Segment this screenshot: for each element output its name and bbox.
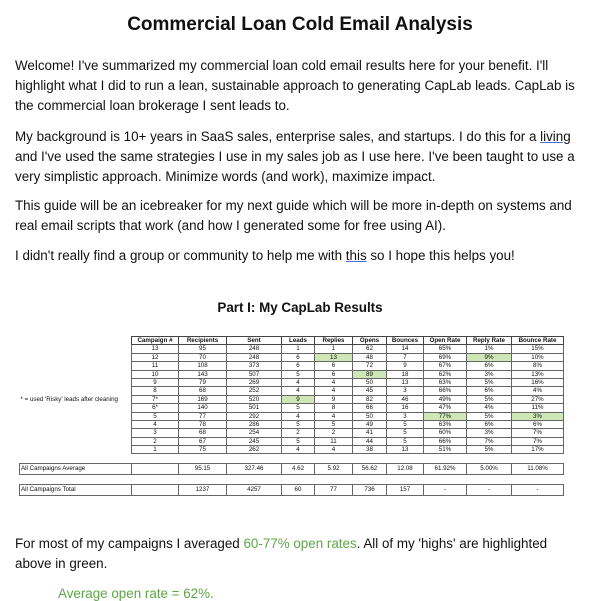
table-cell: 50 xyxy=(353,412,387,420)
table-row xyxy=(20,446,564,454)
table-cell: 5 xyxy=(282,420,315,428)
page-title: Commercial Loan Cold Email Analysis xyxy=(127,14,473,35)
table-cell: 63% xyxy=(424,378,467,386)
row-label xyxy=(20,353,132,361)
this-word: this xyxy=(345,248,367,263)
table-cell: 4 xyxy=(282,412,315,420)
table-cell: 79 xyxy=(179,378,227,386)
table-cell: 77 xyxy=(315,484,353,495)
table-cell: 6 xyxy=(282,353,315,361)
table-cell: 5% xyxy=(467,412,512,420)
row-label xyxy=(20,446,132,454)
intro-paragraph-3: This guide will be an icebreaker for my next guide which will be more in-depth on systems and real email scripts that work (and how I generated some for free using AI). xyxy=(15,198,572,233)
table-cell xyxy=(132,463,179,474)
table-cell: 1 xyxy=(282,345,315,353)
row-label xyxy=(20,429,132,437)
table-cell: 7% xyxy=(512,437,564,445)
table-cell: 11 xyxy=(132,362,179,370)
table-cell: 2 xyxy=(282,429,315,437)
table-cell: 254 xyxy=(227,429,282,437)
table-cell: 248 xyxy=(227,353,282,361)
p2-text-before: My background is 10+ years in SaaS sales, enterprise sales, and startups. I do this for a xyxy=(15,129,541,144)
row-label xyxy=(20,345,132,353)
table-cell: 13 xyxy=(315,353,353,361)
table-cell: 4257 xyxy=(227,484,282,495)
row-label xyxy=(20,378,132,386)
table-cell: 17% xyxy=(512,446,564,454)
table-row xyxy=(20,378,564,386)
table-cell: 46 xyxy=(387,395,424,403)
table-cell: 75 xyxy=(179,446,227,454)
table-cell: 49 xyxy=(353,420,387,428)
table-cell: 14 xyxy=(387,345,424,353)
table-cell: 169 xyxy=(179,395,227,403)
table-row xyxy=(20,362,564,370)
table-cell: 3% xyxy=(467,429,512,437)
table-cell: 48 xyxy=(353,353,387,361)
row-label xyxy=(20,370,132,378)
table-cell: 10 xyxy=(132,370,179,378)
table-cell: 89 xyxy=(353,370,387,378)
intro-paragraph-1: Welcome! I've summarized my commercial loan cold email results here for your benefit. I'll highlight what I did to run a lean, sustainable approach to generating CapLab leads. CapLab is the commercial loan brokerage I sent leads to. xyxy=(15,58,575,113)
header-blank xyxy=(20,337,132,345)
table-cell: 4 xyxy=(315,378,353,386)
table-cell: 45 xyxy=(353,387,387,395)
table-cell xyxy=(132,484,179,495)
table-cell: 12 xyxy=(132,353,179,361)
table-cell: 4% xyxy=(512,387,564,395)
table-cell: 7% xyxy=(512,429,564,437)
summary-highlight: 60-77% open rates xyxy=(243,536,357,551)
table-cell: 11% xyxy=(512,404,564,412)
table-cell: 3% xyxy=(512,412,564,420)
table-cell: 60 xyxy=(282,484,315,495)
table-cell: 8% xyxy=(512,362,564,370)
table-cell: 4 xyxy=(282,446,315,454)
table-cell: 56.62 xyxy=(353,463,387,474)
table-cell: 95.15 xyxy=(179,463,227,474)
row-label xyxy=(20,387,132,395)
living-word: living xyxy=(540,129,571,144)
table-cell: 4.62 xyxy=(282,463,315,474)
table-cell: 68 xyxy=(179,429,227,437)
table-row xyxy=(20,420,564,428)
table-cell: 5% xyxy=(467,395,512,403)
table-cell: 10% xyxy=(512,353,564,361)
table-cell: 41 xyxy=(353,429,387,437)
table-row xyxy=(20,370,564,378)
table-row xyxy=(20,387,564,395)
col-header: Campaign # xyxy=(132,337,179,345)
table-row xyxy=(20,353,564,361)
col-header: Recipients xyxy=(179,337,227,345)
table-cell: 157 xyxy=(387,484,424,495)
table-row xyxy=(20,412,564,420)
table-cell: 286 xyxy=(227,420,282,428)
table-cell: 1237 xyxy=(179,484,227,495)
table-cell: 78 xyxy=(179,420,227,428)
intro-paragraph-4 xyxy=(15,246,585,266)
table-cell: 143 xyxy=(179,370,227,378)
table-cell: 1 xyxy=(315,345,353,353)
table-cell: 6% xyxy=(467,362,512,370)
col-header: Bounce Rate xyxy=(512,337,564,345)
p4-text-after: so I hope this helps you! xyxy=(366,248,515,263)
risky-note: * = used 'Risky' leads after cleaning xyxy=(20,395,118,403)
table-cell: 70 xyxy=(179,353,227,361)
table-cell: 62% xyxy=(424,370,467,378)
table-cell: 1 xyxy=(132,446,179,454)
table-cell: 5.92 xyxy=(315,463,353,474)
table-cell: 72 xyxy=(353,362,387,370)
table-cell: 9% xyxy=(467,353,512,361)
table-cell: 9 xyxy=(315,395,353,403)
table-cell: 327.46 xyxy=(227,463,282,474)
table-cell: 44 xyxy=(353,437,387,445)
table-cell: 7* xyxy=(132,395,179,403)
table-cell: 4 xyxy=(315,412,353,420)
table-cell: 501 xyxy=(227,404,282,412)
table-cell: 8 xyxy=(132,387,179,395)
col-header: Replies xyxy=(315,337,353,345)
table-cell: 77% xyxy=(424,412,467,420)
table-cell: 69% xyxy=(424,353,467,361)
table-cell: 61.92% xyxy=(424,463,467,474)
table-cell: 11 xyxy=(315,437,353,445)
table-cell: 6% xyxy=(512,420,564,428)
table-cell: 6 xyxy=(315,370,353,378)
table-cell: 245 xyxy=(227,437,282,445)
table-cell: 4% xyxy=(467,404,512,412)
table-cell: 6 xyxy=(282,362,315,370)
table-cell: 3 xyxy=(387,412,424,420)
table-row xyxy=(20,437,564,445)
table-cell: 4 xyxy=(282,378,315,386)
table-cell: 63% xyxy=(424,420,467,428)
table-cell: - xyxy=(424,484,467,495)
table-cell: - xyxy=(467,484,512,495)
table-cell: 13 xyxy=(387,446,424,454)
spacer-row xyxy=(20,474,564,484)
row-label xyxy=(20,412,132,420)
p2-text-after: and I've used the same strategies I use in my sales job as I use here. I've been taught to use a very simplistic approach. Minimize words (and work), maximize impact. xyxy=(15,149,575,184)
table-cell: 38 xyxy=(353,446,387,454)
table-cell: 27% xyxy=(512,395,564,403)
table-cell: 9 xyxy=(387,362,424,370)
table-cell: 5 xyxy=(132,412,179,420)
row-label xyxy=(20,404,132,412)
table-cell: 49% xyxy=(424,395,467,403)
table-cell: 51% xyxy=(424,446,467,454)
table-cell: 292 xyxy=(227,412,282,420)
table-cell: 3 xyxy=(387,387,424,395)
table-cell: 1% xyxy=(467,345,512,353)
table-cell: 5% xyxy=(467,378,512,386)
table-cell: 6% xyxy=(467,387,512,395)
spacer-row xyxy=(20,454,564,464)
table-cell: 5 xyxy=(282,437,315,445)
table-cell: 13% xyxy=(512,370,564,378)
table-cell: 5 xyxy=(387,437,424,445)
table-cell: 13 xyxy=(132,345,179,353)
table-cell: 16 xyxy=(387,404,424,412)
table-cell: 3% xyxy=(467,370,512,378)
table-cell: 507 xyxy=(227,370,282,378)
table-cell: 2 xyxy=(315,429,353,437)
table-cell: 47% xyxy=(424,404,467,412)
table-cell: 65% xyxy=(424,345,467,353)
col-header: Open Rate xyxy=(424,337,467,345)
table-cell: 6% xyxy=(467,420,512,428)
table-cell: 60% xyxy=(424,429,467,437)
table-row xyxy=(20,345,564,353)
table-cell: 3 xyxy=(132,429,179,437)
table-cell: 66% xyxy=(424,387,467,395)
table-cell: 82 xyxy=(353,395,387,403)
table-cell: 18 xyxy=(387,370,424,378)
table-cell: 5.00% xyxy=(467,463,512,474)
table-cell: 5 xyxy=(387,420,424,428)
row-label xyxy=(20,420,132,428)
table-cell: 67% xyxy=(424,362,467,370)
results-table xyxy=(19,336,564,496)
table-cell: 67 xyxy=(179,437,227,445)
table-cell: 7% xyxy=(467,437,512,445)
table-cell: 108 xyxy=(179,362,227,370)
table-cell: 4 xyxy=(315,387,353,395)
table-cell: 5 xyxy=(315,420,353,428)
table-row xyxy=(20,395,564,403)
p4-text-before: I didn't really find a group or community to help me with xyxy=(15,248,346,263)
row-label xyxy=(20,437,132,445)
table-cell: 373 xyxy=(227,362,282,370)
table-cell: 736 xyxy=(353,484,387,495)
average-label: All Campaigns Average xyxy=(20,463,132,474)
table-cell: 5 xyxy=(387,429,424,437)
table-cell: 269 xyxy=(227,378,282,386)
table-cell: 16% xyxy=(512,378,564,386)
table-cell: 2 xyxy=(132,437,179,445)
table-cell: 77 xyxy=(179,412,227,420)
table-cell: 9 xyxy=(132,378,179,386)
table-cell: 5 xyxy=(282,404,315,412)
table-cell: 8 xyxy=(315,404,353,412)
table-cell: 140 xyxy=(179,404,227,412)
average-open-rate: Average open rate = 62%. xyxy=(58,586,214,601)
table-cell: 248 xyxy=(227,345,282,353)
table-cell: 7 xyxy=(387,353,424,361)
table-cell: 62 xyxy=(353,345,387,353)
table-cell: 66 xyxy=(353,404,387,412)
total-label: All Campaigns Total xyxy=(20,484,132,495)
table-cell: 13 xyxy=(387,378,424,386)
average-row xyxy=(20,463,564,474)
total-row xyxy=(20,484,564,495)
table-cell: 12.08 xyxy=(387,463,424,474)
table-cell: 11.08% xyxy=(512,463,564,474)
row-label xyxy=(20,362,132,370)
table-cell: 68 xyxy=(179,387,227,395)
table-cell: 520 xyxy=(227,395,282,403)
col-header: Bounces xyxy=(387,337,424,345)
table-row xyxy=(20,404,564,412)
section-heading: Part I: My CapLab Results xyxy=(217,300,383,315)
col-header: Opens xyxy=(353,337,387,345)
table-cell: 9 xyxy=(282,395,315,403)
table-cell: 95 xyxy=(179,345,227,353)
table-cell: 252 xyxy=(227,387,282,395)
table-row xyxy=(20,429,564,437)
table-cell: 262 xyxy=(227,446,282,454)
table-cell: 6* xyxy=(132,404,179,412)
table-cell: 4 xyxy=(282,387,315,395)
table-cell: - xyxy=(512,484,564,495)
table-cell: 4 xyxy=(132,420,179,428)
table-header-row xyxy=(20,337,564,345)
summary-paragraph xyxy=(15,534,585,574)
table-cell: 50 xyxy=(353,378,387,386)
intro-paragraph-2 xyxy=(15,127,585,187)
col-header: Reply Rate xyxy=(467,337,512,345)
summary-after: . All of my 'highs' are highlighted above in green. xyxy=(15,536,548,571)
table-cell: 15% xyxy=(512,345,564,353)
table-cell: 6 xyxy=(315,362,353,370)
table-cell: 5 xyxy=(282,370,315,378)
summary-before: For most of my campaigns I averaged xyxy=(15,536,244,551)
table-cell: 4 xyxy=(315,446,353,454)
table-cell: 66% xyxy=(424,437,467,445)
col-header: Sent xyxy=(227,337,282,345)
table-cell: 5% xyxy=(467,446,512,454)
col-header: Leads xyxy=(282,337,315,345)
